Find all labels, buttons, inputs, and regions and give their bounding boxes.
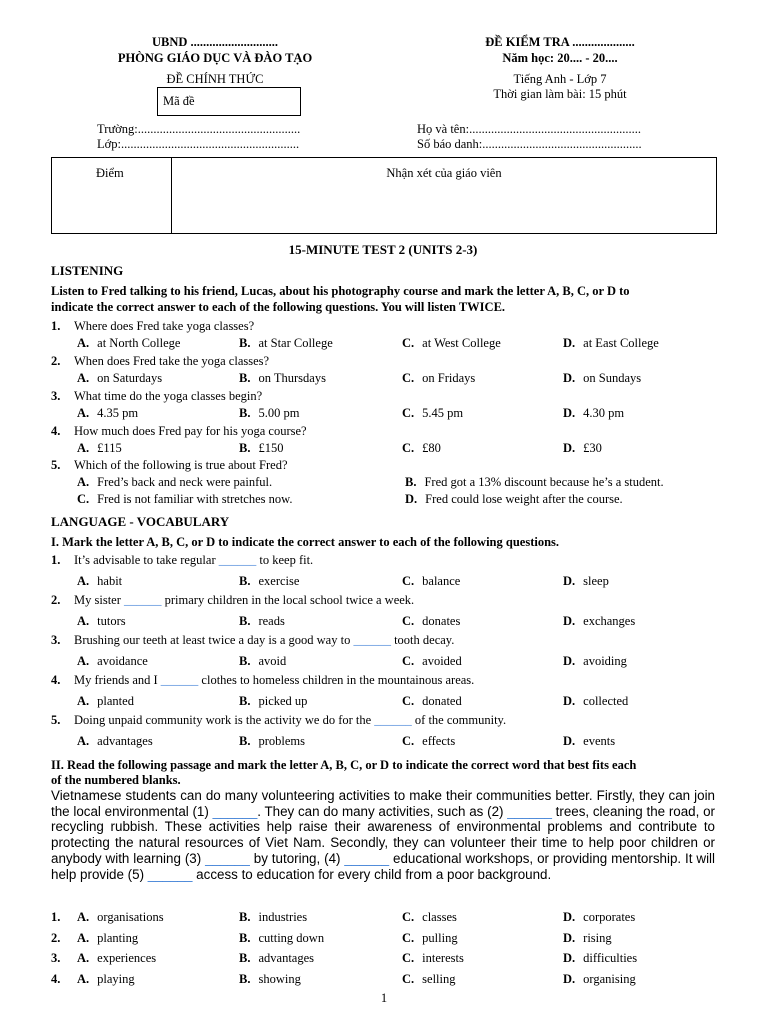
option-d — [563, 614, 635, 629]
option-d — [563, 441, 602, 456]
option-letter: A. — [77, 972, 90, 986]
option-c — [402, 614, 460, 629]
option-d — [563, 336, 659, 351]
question-number: 5. — [51, 458, 61, 472]
option-text: 5.45 pm — [422, 406, 464, 420]
question-number: 4. — [51, 424, 61, 438]
page-title: 15-MINUTE TEST 2 (UNITS 2-3) — [288, 242, 478, 257]
passage-part-2: . They can do many activities, such as (2) — [257, 803, 508, 819]
header-school-year: Năm học: 20.... - 20.... — [502, 51, 618, 65]
question-number: 4. — [51, 972, 61, 986]
header-ubnd: UBND ............................ — [151, 35, 279, 49]
option-letter: B. — [239, 406, 251, 420]
question-text-pre: My friends and I — [74, 673, 161, 687]
option-d — [563, 734, 615, 749]
option-d — [563, 574, 609, 589]
option-letter: C. — [402, 910, 415, 924]
option-letter: B. — [239, 654, 251, 668]
option-d — [405, 492, 623, 507]
page-number: 1 — [380, 991, 388, 1005]
option-text: tutors — [97, 614, 126, 628]
question-text — [74, 673, 474, 688]
option-text: interests — [422, 951, 464, 965]
question-text — [74, 633, 454, 648]
option-d — [563, 694, 628, 709]
question-blank: ______ — [124, 593, 162, 607]
question-text-post: tooth decay. — [390, 633, 455, 647]
question-number: 5. — [51, 713, 61, 727]
option-text: playing — [97, 972, 135, 986]
option-d — [563, 371, 641, 386]
option-letter: A. — [77, 371, 90, 385]
header-test-title: ĐỀ KIỂM TRA .................... — [485, 35, 635, 49]
option-text: selling — [422, 972, 456, 986]
option-letter: A. — [77, 951, 90, 965]
passage-blank-5: ______ — [147, 866, 193, 882]
option-letter: C. — [402, 951, 415, 965]
option-letter: A. — [77, 654, 90, 668]
question-blank: ______ — [353, 633, 391, 647]
nhan-xet-label: Nhận xét của giáo viên — [386, 166, 502, 180]
question-text: How much does Fred pay for his yoga course? — [74, 424, 307, 438]
question-blank: ______ — [374, 713, 412, 727]
option-text: habit — [97, 574, 123, 588]
option-b — [239, 694, 307, 709]
option-text: experiences — [97, 951, 157, 965]
option-letter: D. — [563, 574, 576, 588]
option-b — [239, 441, 283, 456]
option-letter: B. — [239, 734, 251, 748]
option-c — [402, 931, 458, 946]
option-text: problems — [258, 734, 305, 748]
option-text: cutting down — [258, 931, 325, 945]
option-text: at North College — [97, 336, 181, 350]
option-text: Fred’s back and neck were painful. — [97, 475, 273, 489]
option-text: donates — [422, 614, 461, 628]
option-letter: B. — [239, 931, 251, 945]
option-c — [402, 371, 475, 386]
option-letter: A. — [77, 336, 90, 350]
question-text — [74, 713, 506, 728]
option-letter: D. — [563, 951, 576, 965]
passage-part-1: Vietnamese students can do many volunteering activities to make their communities better. Firstly, they can join the local environmental (1) — [51, 788, 715, 819]
question-text: Which of the following is true about Fred? — [74, 458, 288, 472]
header-duration: Thời gian làm bài: 15 phút — [493, 87, 627, 101]
option-d — [563, 931, 612, 946]
option-letter: B. — [239, 574, 251, 588]
option-text: classes — [422, 910, 457, 924]
option-text: organisations — [97, 910, 164, 924]
vocab-heading: LANGUAGE - VOCABULARY — [51, 514, 230, 529]
option-letter: A. — [77, 614, 90, 628]
option-text: avoided — [422, 654, 462, 668]
option-b — [239, 910, 307, 925]
option-letter: C. — [402, 614, 415, 628]
passage-part-4: by tutoring, (4) — [249, 850, 345, 866]
option-text: £115 — [97, 441, 122, 455]
option-d — [563, 972, 636, 987]
ma-de-box — [157, 87, 301, 116]
option-letter: D. — [405, 492, 418, 506]
option-a — [77, 931, 138, 946]
option-c — [402, 734, 455, 749]
option-b — [239, 951, 314, 966]
option-a — [77, 371, 162, 386]
option-text: pulling — [422, 931, 458, 945]
question-text: Where does Fred take yoga classes? — [74, 319, 255, 333]
option-letter: C. — [402, 694, 415, 708]
option-text: advantages — [97, 734, 153, 748]
option-letter: A. — [77, 406, 90, 420]
header-official: ĐỀ CHÍNH THỨC — [166, 72, 264, 86]
option-b — [239, 931, 324, 946]
option-text: on Saturdays — [97, 371, 163, 385]
lop-field: Lớp:......................................................... — [97, 137, 300, 151]
listening-instruction-1: Listen to Fred talking to his friend, Lucas, about his photography course and mark the letter A, B, C, or D to — [51, 284, 630, 298]
option-letter: D. — [563, 371, 576, 385]
option-c — [402, 574, 460, 589]
option-c — [402, 951, 464, 966]
option-b — [239, 734, 305, 749]
question-number: 3. — [51, 951, 61, 965]
option-letter: A. — [77, 931, 90, 945]
passage-blank-2: ______ — [507, 803, 552, 819]
option-text: events — [583, 734, 616, 748]
option-letter: C. — [402, 654, 415, 668]
ma-de-label: Mã đề — [163, 94, 195, 108]
question-text-post: clothes to homeless children in the mountainous areas. — [198, 673, 475, 687]
option-a — [77, 654, 148, 669]
option-text: Fred got a 13% discount because he’s a student. — [424, 475, 664, 489]
option-d — [563, 910, 635, 925]
question-text: When does Fred take the yoga classes? — [74, 354, 270, 368]
option-letter: D. — [563, 931, 576, 945]
passage-blank-3: ______ — [205, 850, 250, 866]
option-letter: D. — [563, 336, 576, 350]
option-letter: B. — [239, 951, 251, 965]
option-letter: D. — [563, 406, 576, 420]
option-text: Fred is not familiar with stretches now. — [97, 492, 293, 506]
passage-part-6: access to education for every child from a poor background. — [192, 866, 552, 882]
header-department: PHÒNG GIÁO DỤC VÀ ĐÀO TẠO — [117, 51, 313, 65]
option-text: planted — [97, 694, 134, 708]
option-letter: A. — [77, 475, 90, 489]
option-c — [402, 972, 456, 987]
question-number: 4. — [51, 673, 61, 687]
option-letter: B. — [405, 475, 417, 489]
option-letter: B. — [239, 694, 251, 708]
option-text: at West College — [422, 336, 501, 350]
option-b — [239, 371, 326, 386]
option-c — [402, 654, 462, 669]
option-a — [77, 614, 126, 629]
option-letter: D. — [563, 441, 576, 455]
question-text-pre: Brushing our teeth at least twice a day is a good way to — [74, 633, 354, 647]
option-letter: D. — [563, 694, 576, 708]
option-a — [77, 475, 272, 490]
passage-blank-4: ______ — [344, 850, 390, 866]
option-text: showing — [258, 972, 301, 986]
option-text: donated — [422, 694, 462, 708]
question-number: 2. — [51, 354, 61, 368]
option-letter: C. — [402, 336, 415, 350]
option-text: on Sundays — [583, 371, 642, 385]
option-text: Fred could lose weight after the course. — [425, 492, 623, 506]
option-a — [77, 734, 153, 749]
option-c — [402, 441, 441, 456]
option-letter: D. — [563, 654, 576, 668]
option-letter: A. — [77, 734, 90, 748]
option-letter: D. — [563, 614, 576, 628]
option-a — [77, 406, 138, 421]
question-number: 2. — [51, 593, 61, 607]
option-b — [239, 972, 301, 987]
option-a — [77, 910, 164, 925]
option-c — [402, 336, 501, 351]
option-letter: B. — [239, 336, 251, 350]
question-text-pre: Doing unpaid community work is the activity we do for the — [74, 713, 375, 727]
option-text: industries — [258, 910, 308, 924]
listening-instruction-2: indicate the correct answer to each of the following questions. You will listen TWICE. — [51, 300, 506, 314]
option-c — [402, 694, 462, 709]
option-b — [239, 336, 333, 351]
option-text: reads — [258, 614, 285, 628]
option-letter: A. — [77, 694, 90, 708]
option-letter: D. — [563, 910, 576, 924]
option-text: on Fridays — [422, 371, 476, 385]
option-letter: C. — [402, 972, 415, 986]
question-text-post: of the community. — [411, 713, 507, 727]
question-number: 1. — [51, 553, 61, 567]
option-text: avoid — [258, 654, 287, 668]
question-blank: ______ — [218, 553, 257, 567]
question-text-pre: It’s advisable to take regular — [74, 553, 219, 567]
option-letter: B. — [239, 910, 251, 924]
option-text: £30 — [583, 441, 602, 455]
option-letter: C. — [402, 931, 415, 945]
option-d — [563, 406, 624, 421]
option-text: picked up — [258, 694, 308, 708]
question-text: What time do the yoga classes begin? — [74, 389, 263, 403]
option-a — [77, 972, 135, 987]
question-text-post: to keep fit. — [256, 553, 314, 567]
option-b — [405, 475, 664, 490]
question-text — [74, 593, 414, 608]
option-letter: D. — [563, 972, 576, 986]
option-text: 5.00 pm — [258, 406, 300, 420]
option-a — [77, 694, 134, 709]
option-c — [402, 910, 457, 925]
passage-part-3: trees, cleaning the road, or recycling rubbish. These activities help raise their awareness of environmental problems and contribute to protecting the natural resources of Viet Nam. Secondly, they can volunteer their time to help poor children or anybody with learning (3) — [51, 803, 715, 866]
option-text: avoiding — [583, 654, 627, 668]
question-number: 2. — [51, 931, 61, 945]
option-text: 4.35 pm — [97, 406, 139, 420]
option-letter: C. — [402, 441, 415, 455]
header-subject: Tiếng Anh - Lớp 7 — [513, 72, 607, 86]
option-text: at Star College — [258, 336, 333, 350]
option-text: £80 — [422, 441, 441, 455]
option-letter: A. — [77, 574, 90, 588]
option-letter: B. — [239, 441, 251, 455]
option-text: collected — [583, 694, 629, 708]
listening-heading: LISTENING — [51, 263, 124, 278]
option-text: exchanges — [583, 614, 636, 628]
option-text: on Thursdays — [258, 371, 326, 385]
ho-ten-field: Họ và tên:....................................................... — [417, 122, 641, 136]
option-text: rising — [583, 931, 612, 945]
option-text: avoidance — [97, 654, 148, 668]
option-b — [239, 406, 299, 421]
so-bao-danh-field: Số báo danh:................................................... — [417, 137, 642, 151]
option-text: organising — [583, 972, 636, 986]
question-text — [74, 553, 313, 568]
passage-part-5: educational workshops, or providing mentorship. It will help provide (5) — [51, 850, 715, 882]
diem-label: Điểm — [96, 166, 124, 180]
option-d — [563, 654, 627, 669]
option-letter: C. — [402, 371, 415, 385]
option-text: difficulties — [583, 951, 638, 965]
option-text: balance — [422, 574, 461, 588]
truong-field: Trường:.................................................... — [97, 122, 301, 136]
option-text: 4.30 pm — [583, 406, 625, 420]
question-blank: ______ — [160, 673, 199, 687]
option-text: effects — [422, 734, 456, 748]
option-letter: C. — [402, 734, 415, 748]
option-b — [239, 574, 299, 589]
passage-blank-1: ______ — [212, 803, 258, 819]
option-letter: C. — [402, 574, 415, 588]
option-letter: B. — [239, 972, 251, 986]
grade-box — [51, 157, 717, 234]
option-text: corporates — [583, 910, 636, 924]
option-letter: B. — [239, 614, 251, 628]
option-text: advantages — [258, 951, 314, 965]
option-a — [77, 336, 180, 351]
option-a — [77, 951, 156, 966]
option-b — [239, 614, 285, 629]
option-text: at East College — [583, 336, 659, 350]
question-text-pre: My sister — [74, 593, 124, 607]
option-text: £150 — [258, 441, 284, 455]
option-b — [239, 654, 286, 669]
option-letter: C. — [77, 492, 90, 506]
option-d — [563, 951, 637, 966]
option-text: exercise — [258, 574, 300, 588]
option-a — [77, 441, 122, 456]
option-a — [77, 574, 122, 589]
option-c — [77, 492, 293, 507]
option-letter: C. — [402, 406, 415, 420]
option-text: planting — [97, 931, 139, 945]
reading-instruction-2: of the numbered blanks. — [51, 773, 181, 787]
option-letter: B. — [239, 371, 251, 385]
question-number: 1. — [51, 319, 61, 333]
question-number: 3. — [51, 389, 61, 403]
question-number: 3. — [51, 633, 61, 647]
vocab-instruction: I. Mark the letter A, B, C, or D to indicate the correct answer to each of the following questions. — [51, 535, 560, 549]
option-letter: D. — [563, 734, 576, 748]
question-number: 1. — [51, 910, 61, 924]
question-text-post: primary children in the local school twice a week. — [161, 593, 415, 607]
option-c — [402, 406, 463, 421]
reading-instruction-1: II. Read the following passage and mark the letter A, B, C, or D to indicate the correct word that best fits each — [51, 758, 637, 772]
option-letter: A. — [77, 441, 90, 455]
option-letter: A. — [77, 910, 90, 924]
reading-passage — [51, 788, 715, 882]
option-text: sleep — [583, 574, 609, 588]
